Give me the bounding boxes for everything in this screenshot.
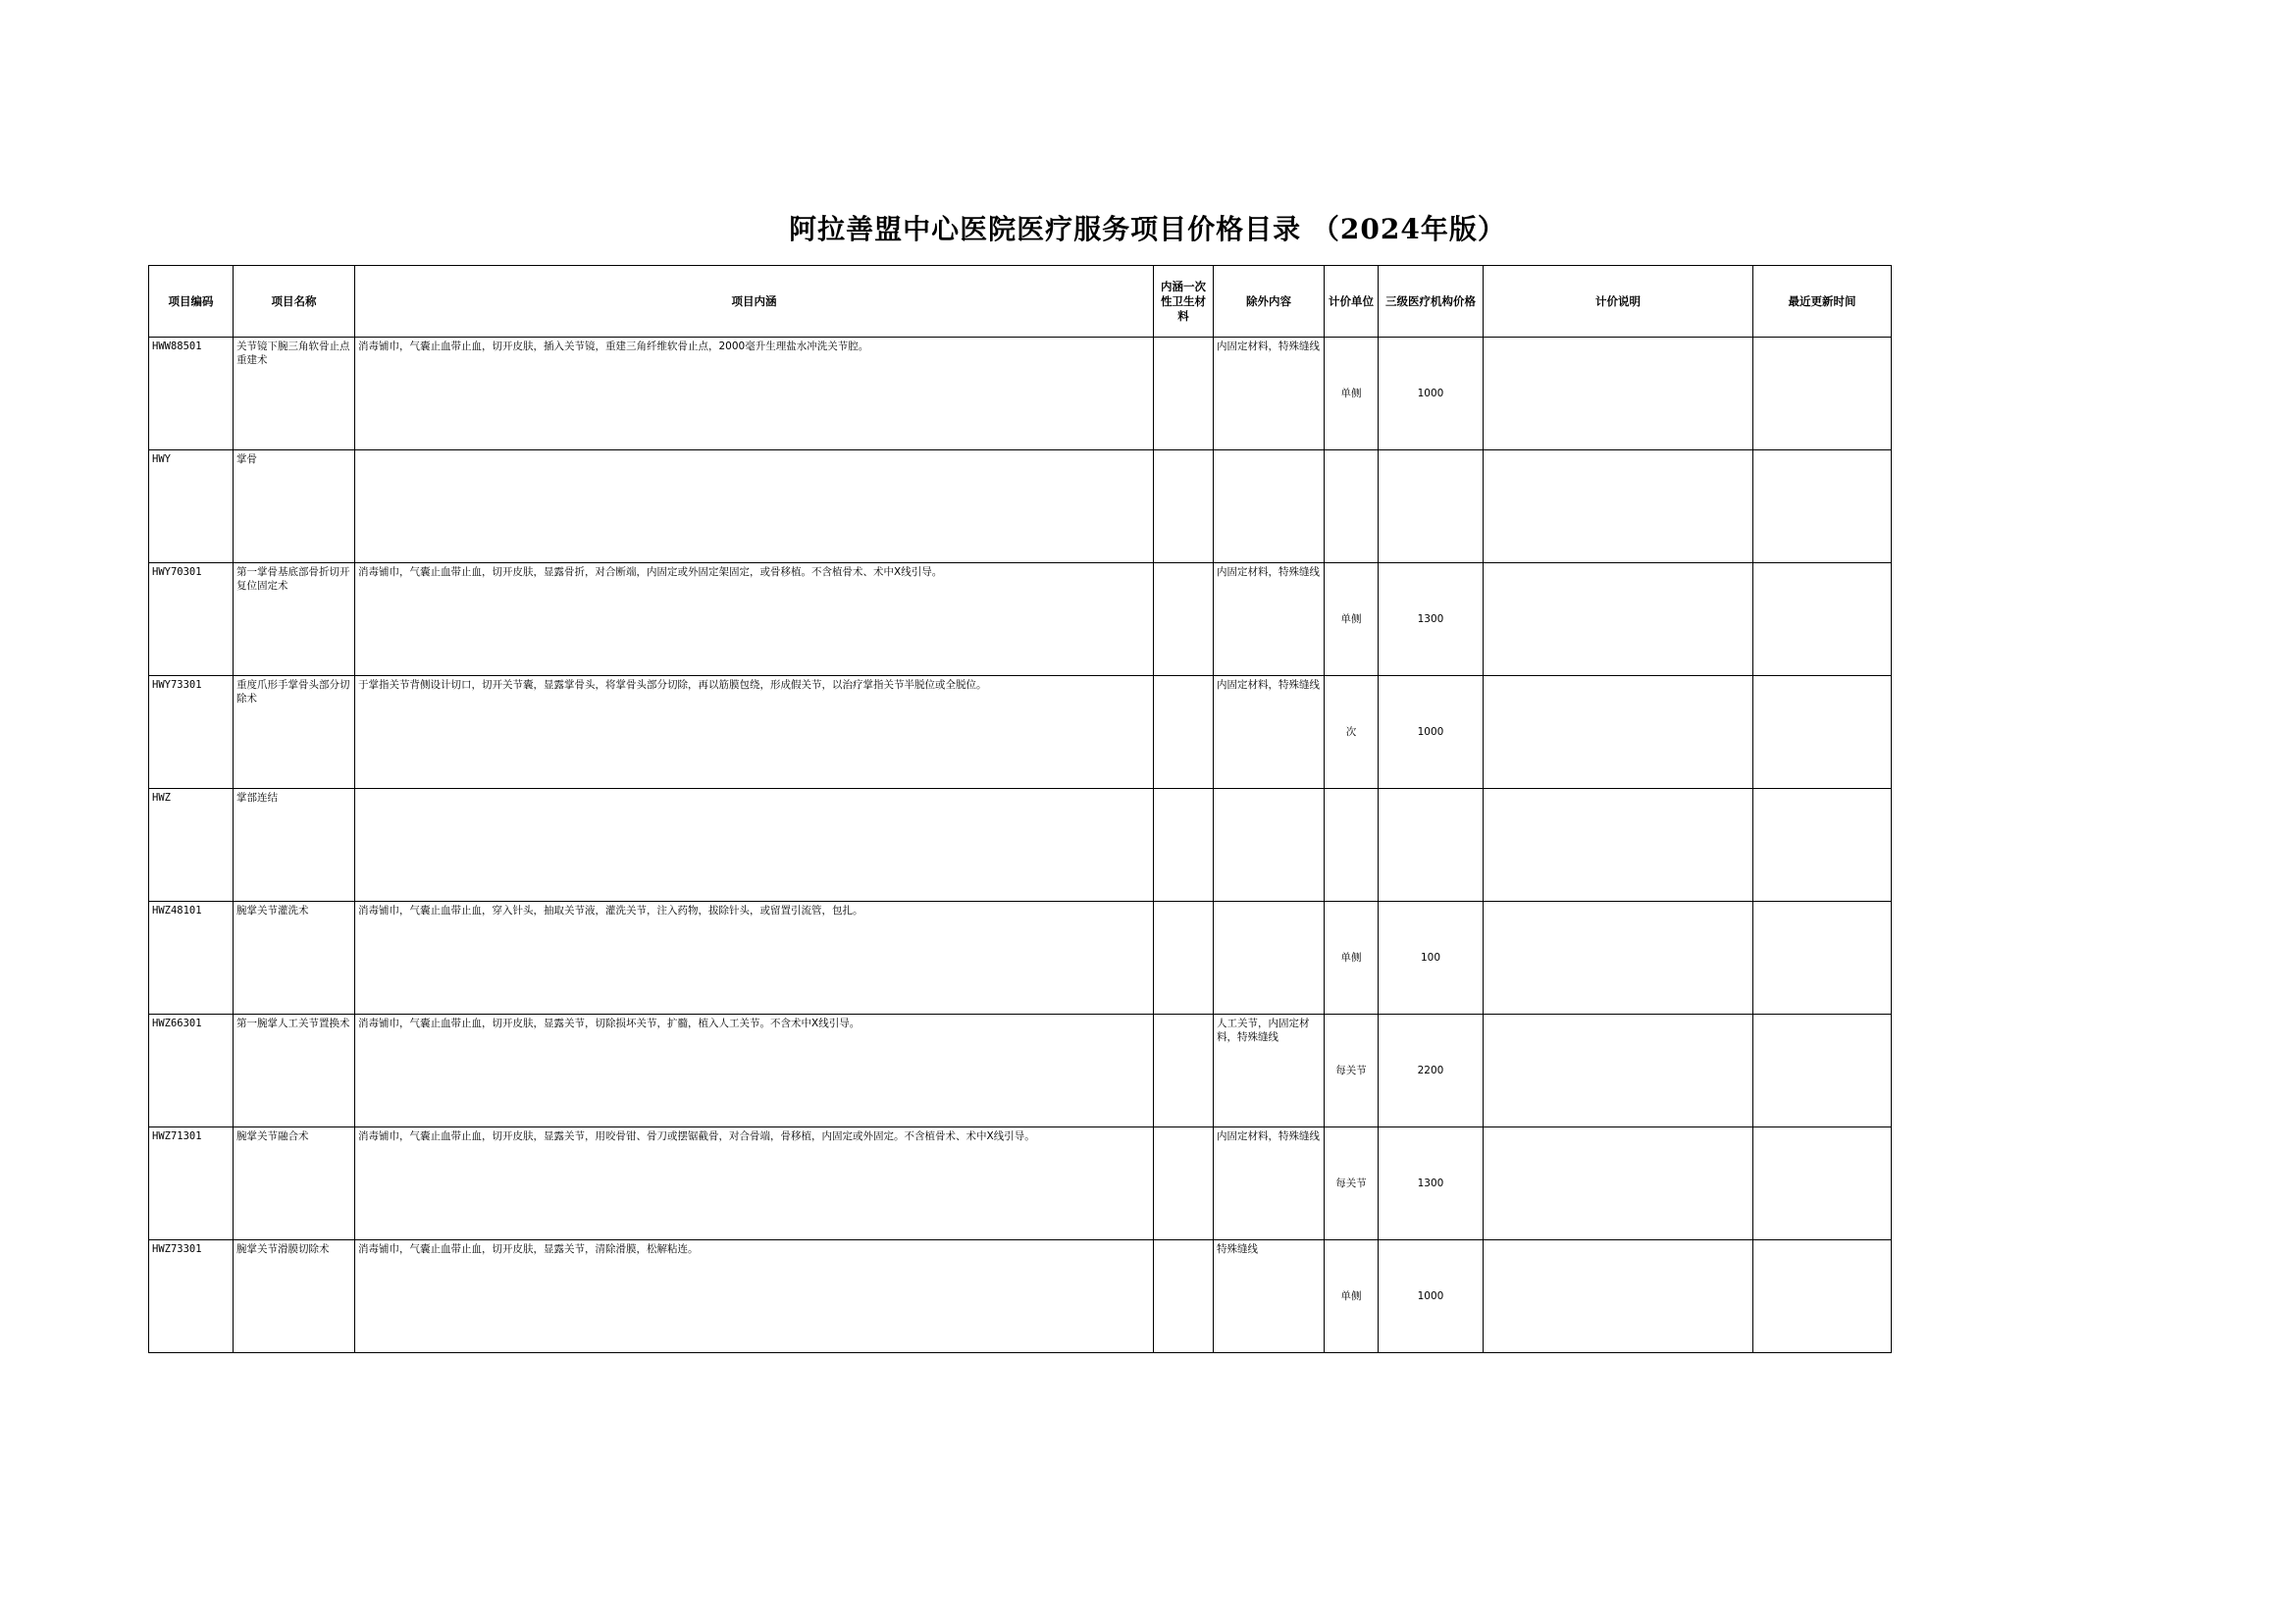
cell-code: HWZ71301 <box>149 1127 234 1240</box>
table-row <box>149 1127 1892 1240</box>
cell-unit: 单侧 <box>1325 338 1379 450</box>
cell-updated <box>1753 902 1892 1015</box>
cell-consumables <box>1154 563 1214 676</box>
header-content: 项目内涵 <box>355 266 1154 338</box>
cell-consumables <box>1154 1015 1214 1127</box>
table-row <box>149 338 1892 450</box>
table-row <box>149 789 1892 902</box>
header-consumables: 内涵一次性卫生材料 <box>1154 266 1214 338</box>
cell-exclusions <box>1214 450 1325 563</box>
cell-updated <box>1753 563 1892 676</box>
cell-content: 消毒铺巾，气囊止血带止血，切开皮肤，插入关节镜，重建三角纤维软骨止点，2000毫升生理盐水冲洗关节腔。 <box>355 338 1154 450</box>
cell-content: 消毒铺巾，气囊止血带止血，切开皮肤，显露骨折，对合断端，内固定或外固定架固定，或骨移植。不含植骨术、术中X线引导。 <box>355 563 1154 676</box>
cell-notes <box>1484 563 1753 676</box>
cell-notes <box>1484 338 1753 450</box>
cell-content <box>355 450 1154 563</box>
header-exclusions: 除外内容 <box>1214 266 1325 338</box>
cell-name: 第一掌骨基底部骨折切开复位固定术 <box>234 563 355 676</box>
cell-notes <box>1484 676 1753 789</box>
cell-updated <box>1753 676 1892 789</box>
table-header-row <box>149 266 1892 338</box>
cell-name: 腕掌关节滑膜切除术 <box>234 1240 355 1353</box>
cell-unit: 单侧 <box>1325 563 1379 676</box>
cell-content: 消毒铺巾，气囊止血带止血，穿入针头，抽取关节液，灌洗关节，注入药物，拔除针头，或留置引流管，包扎。 <box>355 902 1154 1015</box>
cell-unit <box>1325 789 1379 902</box>
cell-consumables <box>1154 789 1214 902</box>
cell-notes <box>1484 902 1753 1015</box>
cell-exclusions: 内固定材料，特殊缝线 <box>1214 676 1325 789</box>
cell-price: 1300 <box>1379 563 1484 676</box>
header-updated: 最近更新时间 <box>1753 266 1892 338</box>
cell-price: 100 <box>1379 902 1484 1015</box>
cell-name: 重度爪形手掌骨头部分切除术 <box>234 676 355 789</box>
header-name: 项目名称 <box>234 266 355 338</box>
cell-unit: 每关节 <box>1325 1015 1379 1127</box>
cell-name: 掌骨 <box>234 450 355 563</box>
cell-consumables <box>1154 1240 1214 1353</box>
cell-code: HWZ <box>149 789 234 902</box>
cell-code: HWZ73301 <box>149 1240 234 1353</box>
cell-exclusions <box>1214 902 1325 1015</box>
cell-updated <box>1753 338 1892 450</box>
cell-unit: 每关节 <box>1325 1127 1379 1240</box>
cell-price: 1000 <box>1379 1240 1484 1353</box>
cell-price: 1300 <box>1379 1127 1484 1240</box>
cell-content: 消毒铺巾，气囊止血带止血，切开皮肤，显露关节，用咬骨钳、骨刀或摆锯截骨，对合骨端，骨移植，内固定或外固定。不含植骨术、术中X线引导。 <box>355 1127 1154 1240</box>
cell-updated <box>1753 1015 1892 1127</box>
cell-updated <box>1753 1127 1892 1240</box>
table-row <box>149 1015 1892 1127</box>
cell-notes <box>1484 450 1753 563</box>
cell-consumables <box>1154 1127 1214 1240</box>
cell-code: HWY70301 <box>149 563 234 676</box>
cell-consumables <box>1154 450 1214 563</box>
cell-exclusions: 内固定材料，特殊缝线 <box>1214 563 1325 676</box>
cell-unit: 次 <box>1325 676 1379 789</box>
table-row <box>149 676 1892 789</box>
cell-content <box>355 789 1154 902</box>
cell-exclusions: 特殊缝线 <box>1214 1240 1325 1353</box>
cell-name: 掌部连结 <box>234 789 355 902</box>
cell-price <box>1379 789 1484 902</box>
cell-code: HWY73301 <box>149 676 234 789</box>
cell-notes <box>1484 1127 1753 1240</box>
header-notes: 计价说明 <box>1484 266 1753 338</box>
cell-code: HWY <box>149 450 234 563</box>
cell-name: 第一腕掌人工关节置换术 <box>234 1015 355 1127</box>
cell-name: 关节镜下腕三角软骨止点重建术 <box>234 338 355 450</box>
cell-notes <box>1484 789 1753 902</box>
cell-consumables <box>1154 902 1214 1015</box>
table-row <box>149 902 1892 1015</box>
cell-consumables <box>1154 676 1214 789</box>
cell-price: 1000 <box>1379 338 1484 450</box>
cell-updated <box>1753 1240 1892 1353</box>
table-row <box>149 563 1892 676</box>
cell-unit: 单侧 <box>1325 1240 1379 1353</box>
document-title: 阿拉善盟中心医院医疗服务项目价格目录 （2024年版） <box>789 213 1506 245</box>
header-code: 项目编码 <box>149 266 234 338</box>
table-row <box>149 450 1892 563</box>
header-price: 三级医疗机构价格 <box>1379 266 1484 338</box>
cell-unit: 单侧 <box>1325 902 1379 1015</box>
cell-exclusions: 人工关节，内固定材料，特殊缝线 <box>1214 1015 1325 1127</box>
table-row <box>149 1240 1892 1353</box>
cell-name: 腕掌关节灌洗术 <box>234 902 355 1015</box>
cell-notes <box>1484 1240 1753 1353</box>
cell-price: 2200 <box>1379 1015 1484 1127</box>
cell-unit <box>1325 450 1379 563</box>
cell-code: HWZ66301 <box>149 1015 234 1127</box>
cell-price <box>1379 450 1484 563</box>
cell-content: 于掌指关节背侧设计切口，切开关节囊，显露掌骨头，将掌骨头部分切除，再以筋膜包绕，形成假关节，以治疗掌指关节半脱位或全脱位。 <box>355 676 1154 789</box>
cell-exclusions: 内固定材料，特殊缝线 <box>1214 1127 1325 1240</box>
cell-content: 消毒铺巾，气囊止血带止血，切开皮肤，显露关节，切除损坏关节，扩髓，植入人工关节。不含术中X线引导。 <box>355 1015 1154 1127</box>
cell-updated <box>1753 450 1892 563</box>
header-unit: 计价单位 <box>1325 266 1379 338</box>
cell-notes <box>1484 1015 1753 1127</box>
cell-consumables <box>1154 338 1214 450</box>
cell-content: 消毒铺巾，气囊止血带止血，切开皮肤，显露关节，清除滑膜，松解粘连。 <box>355 1240 1154 1353</box>
cell-updated <box>1753 789 1892 902</box>
cell-price: 1000 <box>1379 676 1484 789</box>
cell-exclusions: 内固定材料，特殊缝线 <box>1214 338 1325 450</box>
cell-exclusions <box>1214 789 1325 902</box>
cell-code: HWZ48101 <box>149 902 234 1015</box>
cell-code: HWW88501 <box>149 338 234 450</box>
price-catalog-table <box>148 265 1892 1353</box>
cell-name: 腕掌关节融合术 <box>234 1127 355 1240</box>
